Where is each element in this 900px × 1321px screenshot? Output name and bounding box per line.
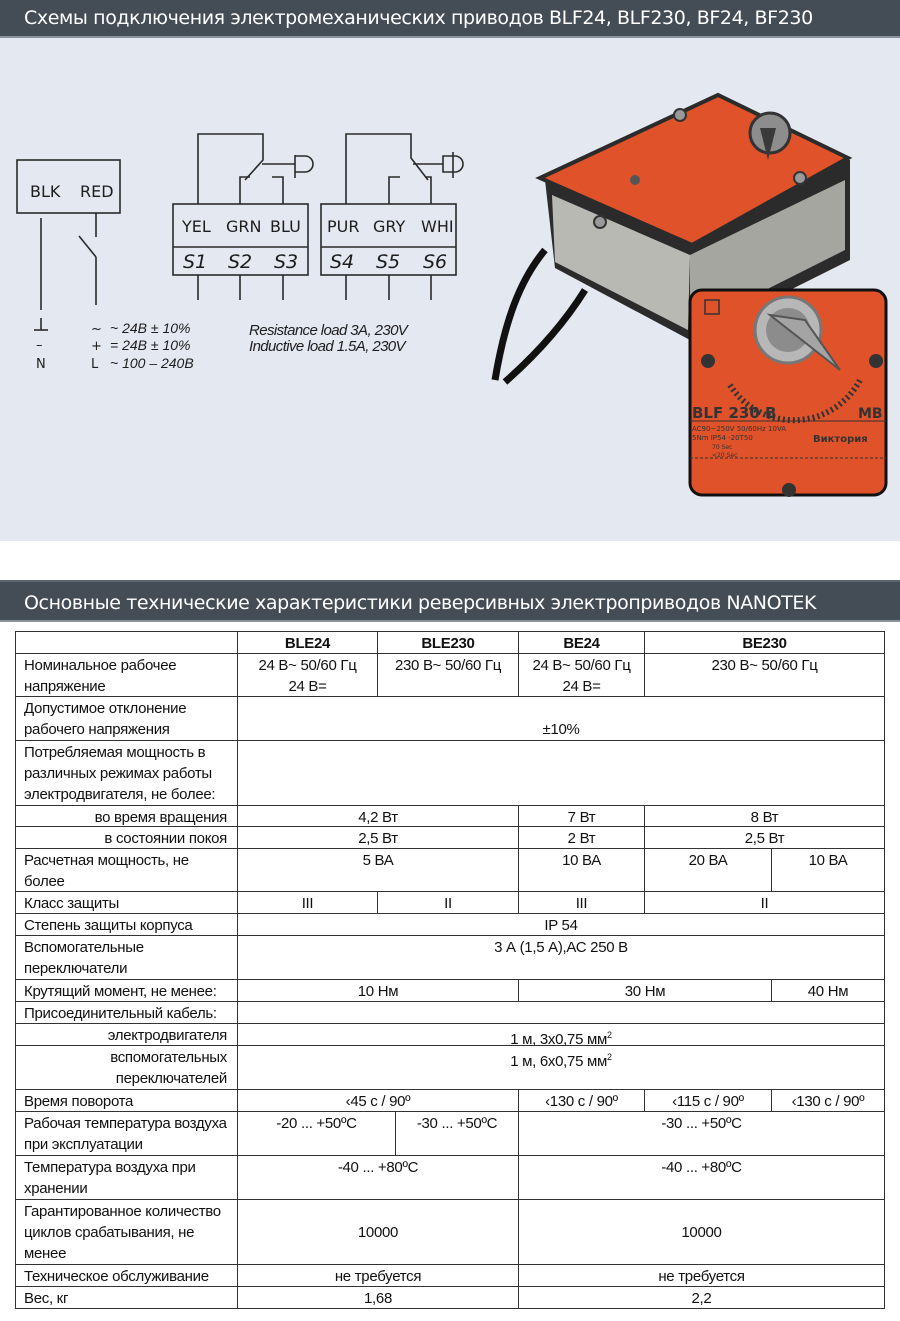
value: 1 м, 3х0,75 мм bbox=[510, 1031, 608, 1048]
legend-24v-ac: ~ 24B ± 10% bbox=[110, 320, 191, 336]
superscript: 2 bbox=[607, 1052, 612, 1062]
legend-24v-dc: = 24B ± 10% bbox=[110, 337, 191, 353]
cell-service-ble: не требуется bbox=[237, 1264, 519, 1287]
cell-rotation-time-be230-a: ‹115 с / 90º bbox=[644, 1089, 772, 1112]
cell-class-be24: III bbox=[518, 891, 645, 914]
inset-spec-line-2: 5Nm IP54 -20T50 bbox=[692, 434, 753, 442]
row-label-cable: Присоединительный кабель: bbox=[15, 1001, 238, 1024]
cell-rotation-time-ble: ‹45 с / 90º bbox=[237, 1089, 519, 1112]
cell-rotation-ble: 4,2 Вт bbox=[237, 805, 519, 827]
wire-label-gry: GRY bbox=[373, 217, 406, 236]
cell-idle-ble: 2,5 Вт bbox=[237, 826, 519, 849]
cell-cycles-be: 10000 bbox=[518, 1199, 885, 1265]
cell-rated-be230-a: 20 ВА bbox=[644, 848, 772, 892]
header-be24: BE24 bbox=[518, 631, 645, 654]
cell-class-ble230: II bbox=[377, 891, 519, 914]
superscript: 2 bbox=[607, 1030, 612, 1040]
cell-nominal-ble24 bbox=[237, 653, 378, 697]
cell-aux: 3 А (1,5 А),АС 250 В bbox=[237, 935, 885, 980]
cell-cycles-ble: 10000 bbox=[237, 1199, 519, 1265]
cell-idle-be230: 2,5 Вт bbox=[644, 826, 885, 849]
wire-label-blu: BLU bbox=[270, 217, 301, 236]
legend-l: L bbox=[91, 357, 99, 372]
legend-ac: ~ bbox=[91, 322, 102, 337]
cell-ip: IP 54 bbox=[237, 913, 885, 936]
cell-service-be: не требуется bbox=[518, 1264, 885, 1287]
row-label-cycles: Гарантированное количество циклов срабатывания, не менее bbox=[15, 1199, 238, 1265]
wire-label-grn: GRN bbox=[226, 217, 262, 236]
row-label-deviation: Допустимое отклонение рабочего напряжения bbox=[15, 696, 238, 741]
cell-store-temp-be: -40 ... +80ºC bbox=[518, 1155, 885, 1200]
cell-torque-be230-b: 40 Нм bbox=[771, 979, 885, 1002]
row-label-rotation: во время вращения bbox=[15, 805, 238, 827]
cell-cable-empty bbox=[237, 1001, 885, 1024]
cell-rated-be230-b: 10 ВА bbox=[771, 848, 885, 892]
cell-store-temp-ble: -40 ... +80ºC bbox=[237, 1155, 519, 1200]
cell-nominal-be230: 230 В~ 50/60 Гц bbox=[644, 653, 885, 697]
terminal-s6: S6 bbox=[423, 251, 448, 273]
cell-class-be230: II bbox=[644, 891, 885, 914]
cell-cable-motor bbox=[237, 1023, 885, 1046]
cell-idle-be24: 2 Вт bbox=[518, 826, 645, 849]
row-label-cable-aux: вспомогательных переключателей bbox=[15, 1045, 238, 1090]
cell-weight-ble: 1,68 bbox=[237, 1286, 519, 1309]
cell-rotation-time-be24: ‹130 с / 90º bbox=[518, 1089, 645, 1112]
inset-time-1: 70 Sec bbox=[712, 444, 733, 451]
cell-op-temp-be: -30 ... +50ºC bbox=[518, 1111, 885, 1156]
legend-100-240v: ~ 100 – 240B bbox=[110, 355, 194, 371]
wire-label-blk: BLK bbox=[30, 182, 61, 201]
row-label-service: Техническое обслуживание bbox=[15, 1264, 238, 1287]
cell-op-temp-ble24: -20 ... +50ºC bbox=[237, 1111, 396, 1156]
header-be230: BE230 bbox=[644, 631, 885, 654]
spec-table bbox=[16, 632, 886, 1310]
cell-rotation-time-be230-b: ‹130 с / 90º bbox=[771, 1089, 885, 1112]
cell-deviation: ±10% bbox=[237, 696, 885, 741]
legend-plus: + bbox=[91, 339, 102, 354]
header-ble230: BLE230 bbox=[377, 631, 519, 654]
row-label-nominal: Номинальное рабочее напряжение bbox=[15, 653, 238, 697]
inductive-load-note: Inductive load 1.5A, 230V bbox=[249, 338, 405, 355]
cell-rated-be24: 10 ВА bbox=[518, 848, 645, 892]
wiring-diagram-panel bbox=[0, 38, 900, 541]
terminal-s2: S2 bbox=[228, 251, 253, 273]
inset-mb-label: MB bbox=[858, 406, 883, 422]
row-label-op-temp: Рабочая температура воздуха при эксплуатации bbox=[15, 1111, 238, 1156]
cell-rotation-be24: 7 Вт bbox=[518, 805, 645, 827]
cell-torque-be: 30 Нм bbox=[518, 979, 772, 1002]
value: 1 м, 6х0,75 мм bbox=[510, 1053, 608, 1070]
row-label-aux: Вспомогательные переключатели bbox=[15, 935, 238, 980]
terminal-s5: S5 bbox=[376, 251, 401, 273]
value: 24 В= bbox=[562, 678, 601, 695]
cell-op-temp-ble230: -30 ... +50ºC bbox=[395, 1111, 519, 1156]
row-label-class: Класс защиты bbox=[15, 891, 238, 914]
wire-label-whi: WHI bbox=[421, 217, 454, 236]
cell-rated-ble: 5 ВА bbox=[237, 848, 519, 892]
header-ble24: BLE24 bbox=[237, 631, 378, 654]
terminal-s1: S1 bbox=[183, 251, 208, 273]
inset-brand: Виктория bbox=[813, 434, 868, 445]
row-label-ip: Степень защиты корпуса bbox=[15, 913, 238, 936]
value: 24 В~ 50/60 Гц bbox=[258, 657, 357, 674]
wire-label-yel: YEL bbox=[182, 217, 211, 236]
row-label-rated: Расчетная мощность, не более bbox=[15, 848, 238, 892]
row-label-rotation-time: Время поворота bbox=[15, 1089, 238, 1112]
cell-class-ble24: III bbox=[237, 891, 378, 914]
cell-rotation-be230: 8 Вт bbox=[644, 805, 885, 827]
terminal-s4: S4 bbox=[330, 251, 355, 273]
value: 24 В~ 50/60 Гц bbox=[532, 657, 631, 674]
row-label-weight: Вес, кг bbox=[15, 1286, 238, 1309]
legend-minus: – bbox=[36, 338, 43, 353]
row-label-store-temp: Температура воздуха при хранении bbox=[15, 1155, 238, 1200]
value: 24 В= bbox=[288, 678, 327, 695]
row-label-idle: в состоянии покоя bbox=[15, 826, 238, 849]
section-title-wiring: Схемы подключения электромеханических приводов BLF24, BLF230, BF24, BF230 bbox=[0, 0, 900, 38]
wire-label-red: RED bbox=[80, 182, 114, 201]
cell-nominal-ble230: 230 В~ 50/60 Гц bbox=[377, 653, 519, 697]
terminal-s3: S3 bbox=[274, 251, 299, 273]
inset-time-2: <20 Sec bbox=[712, 452, 738, 459]
row-label-power: Потребляемая мощность в различных режимах работы электродвигателя, не более: bbox=[15, 740, 238, 806]
cell-power-empty bbox=[237, 740, 885, 806]
wiring-diagram bbox=[0, 38, 900, 541]
legend-n: N bbox=[36, 357, 46, 372]
wire-label-pur: PUR bbox=[327, 217, 360, 236]
section-title-specs: Основные технические характеристики реверсивных электроприводов NANOTEK bbox=[0, 580, 900, 622]
row-label-torque: Крутящий момент, не менее: bbox=[15, 979, 238, 1002]
header-empty-cell bbox=[15, 631, 238, 654]
resistance-load-note: Resistance load 3A, 230V bbox=[249, 322, 408, 339]
row-label-cable-motor: электродвигателя bbox=[15, 1023, 238, 1046]
cell-torque-ble: 10 Нм bbox=[237, 979, 519, 1002]
inset-model-label: BLF 230 B bbox=[692, 404, 777, 422]
cell-weight-be: 2,2 bbox=[518, 1286, 885, 1309]
inset-spec-line-1: AC90~250V 50/60Hz 10VA bbox=[692, 425, 787, 433]
cell-nominal-be24 bbox=[518, 653, 645, 697]
cell-cable-aux bbox=[237, 1045, 885, 1090]
